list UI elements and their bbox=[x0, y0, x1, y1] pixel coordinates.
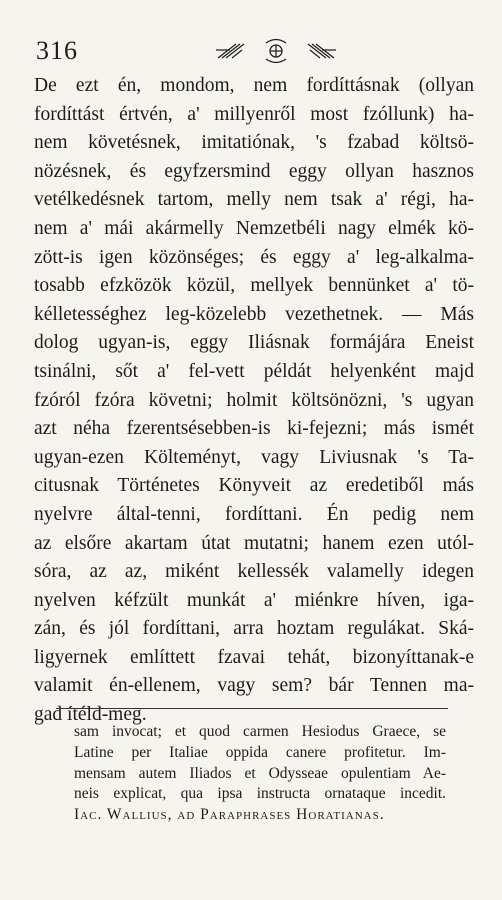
text-line: nem követésnek, imitatiónak, 's fzabad költsö- bbox=[34, 132, 474, 154]
text-line: az elsőre akartam útat mutatni; hanem ezen utól- bbox=[34, 532, 474, 554]
text-line: nyelvre által-tenni, fordíttani. Én pedig nem bbox=[34, 503, 474, 525]
text-line: dolog ugyan-is, eggy Iliásnak formájára Eneist bbox=[34, 332, 474, 354]
footnote-citation: Iac. Wallius, ad Paraphrases Horatianas. bbox=[74, 806, 385, 824]
text-line: vetélkedésnek tartom, melly nem tsak a' régi, ha- bbox=[34, 189, 474, 211]
footnote-line: Latine per Italiae oppida canere profitetur. Im- bbox=[74, 743, 446, 761]
text-line: nözésnek, és egyfzersmind eggy ollyan hasznos bbox=[34, 160, 474, 182]
text-line: valamit én-ellenem, vagy sem? bár Tennen ma- bbox=[34, 675, 474, 697]
text-line: ligyernek említtett fzavai tehát, bizonyíttanak-e bbox=[34, 646, 474, 668]
text-line: citusnak Történetes Könyveit az eredetiből más bbox=[34, 475, 474, 497]
text-line: tosabb efzközök közül, mellyek bennünket a' tö- bbox=[34, 275, 474, 297]
footnote-divider bbox=[56, 708, 448, 709]
footnote-line: neis explicat, qua ipsa instructa ornataque incedit. bbox=[74, 785, 446, 803]
text-line: nyelven kéfzült munkát a' miénkre híven, iga- bbox=[34, 589, 474, 611]
footnote bbox=[74, 722, 446, 826]
text-line: zött-is igen közönséges; és eggy a' leg-alkalma- bbox=[34, 246, 474, 268]
footnote-line: mensam autem Iliados et Odysseae opulentiam Ae- bbox=[74, 764, 446, 782]
text-line: zán, és jól fordíttani, arra hoztam regulákat. Ská- bbox=[34, 618, 474, 640]
text-line: tsinálni, sőt a' fel-vett példát helyenként majd bbox=[34, 360, 474, 382]
text-line: nem a' mái akármelly Nemzetbéli nagy elmék kö- bbox=[34, 217, 474, 239]
ornament-fleuron-icon bbox=[196, 38, 356, 64]
text-line: azt néha fzerentsésebben-is ki-fejezni; más ismét bbox=[34, 418, 474, 440]
text-line: gad ítéld-meg. bbox=[34, 704, 147, 726]
text-line: kélletességhez leg-közelebb vezethetnek. — Más bbox=[34, 303, 474, 325]
text-line: fzóról fzóra követni; holmit költsönözni, 's ugyan bbox=[34, 389, 474, 411]
main-text bbox=[34, 72, 474, 730]
page-number: 316 bbox=[36, 36, 78, 65]
text-line: fordíttást értvén, a' millyenről most fzóllunk) ha- bbox=[34, 103, 474, 125]
text-line: De ezt én, mondom, nem fordíttásnak (ollyan bbox=[34, 75, 474, 96]
text-line: ugyan-ezen Költeményt, vagy Liviusnak 's Ta- bbox=[34, 446, 474, 468]
text-line: sóra, az az, miként kellessék valamelly idegen bbox=[34, 561, 474, 583]
page-header bbox=[36, 36, 472, 76]
footnote-line: sam invocat; et quod carmen Hesiodus Graece, se bbox=[74, 723, 446, 740]
